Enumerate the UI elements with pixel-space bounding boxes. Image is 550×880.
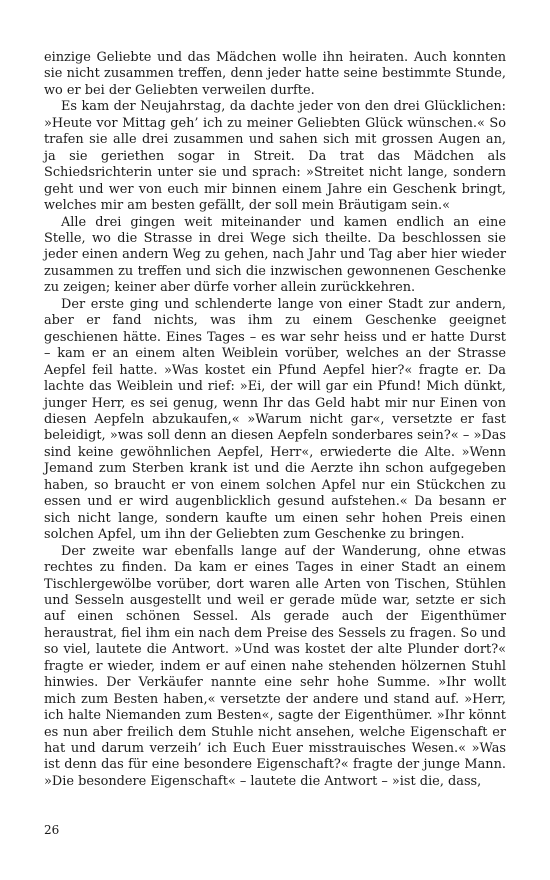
- page-body: [44, 50, 506, 790]
- paragraph: Alle drei gingen weit miteinander und kamen endlich an eine Stelle, wo die Strasse in drei Wege sich theilte. Da beschlossen sie jeder einen andern Weg zu gehen, nach Jahr und Tag aber hier wieder zusammen zu treffen und sich die inzwischen gewonnenen Geschenke zu zeigen; keiner aber dürfe vorher allein zurückkehren.: [44, 214, 506, 296]
- paragraph: Der zweite war ebenfalls lange auf der Wanderung, ohne etwas rechtes zu finden. Da kam er eines Tages in einer Stadt an einem Tischlergewölbe vorüber, dort waren alle Arten von Tischen, Stühlen und Sesseln ausgestellt und weil er gerade müde war, setzte er sich auf einen schönen Sessel. Als gerade auch der Eigenthümer heraustrat, fiel ihm ein nach dem Preise des Sessels zu fragen. So und so viel, lautete die Antwort. »Und was kostet der alte Plunder dort?« fragte er wieder, indem er auf einen nahe stehenden hölzernen Stuhl hinwies. Der Verkäufer nannte eine sehr hohe Summe. »Ihr wollt mich zum Besten haben,« versetzte der andere und stand auf. »Herr, ich halte Niemanden zum Besten«, sagte der Eigenthümer. »Ihr könnt es nun aber freilich dem Stuhle nicht ansehen, welche Eigenschaft er hat und darum verzeih’ ich Euch Euer misstrauisches Wesen.« »Was ist denn das für eine besondere Eigenschaft?« fragte der junge Mann. »Die besondere Eigenschaft« – lautete die Antwort – »ist die, dass,: [44, 543, 506, 789]
- paragraph: einzige Geliebte und das Mädchen wolle ihn heiraten. Auch konnten sie nicht zusammen treffen, denn jeder hatte seine bestimmte Stunde, wo er bei der Geliebten verweilen durfte.: [44, 50, 506, 98]
- paragraph: Der erste ging und schlenderte lange von einer Stadt zur andern, aber er fand nichts, was ihm zu einem Geschenke geeignet geschienen hätte. Eines Tages – es war sehr heiss und er hatte Durst – kam er an einem alten Weiblein vorüber, welches an der Strasse Aepfel feil hatte. »Was kostet ein Pfund Aepfel hier?« fragte er. Da lachte das Weiblein und rief: »Ei, der will gar ein Pfund! Mich dünkt, junger Herr, es sei genug, wenn Ihr das Geld habt mir nur Einen von diesen Aepfeln abzukaufen,« »Warum nicht gar«, versetzte er fast beleidigt, »was soll denn an diesen Aepfeln sonderbares sein?« – »Das sind keine gewöhnlichen Aepfel, Herr«, erwiederte die Alte. »Wenn Jemand zum Sterben krank ist und die Aerzte ihn schon aufgegeben haben, so braucht er von einem solchen Apfel nur ein Stückchen zu essen und er wird augenblicklich gesund aufstehen.« Da besann er sich nicht lange, sondern kaufte um einen sehr hohen Preis einen solchen Apfel, um ihn der Geliebten zum Geschenke zu bringen.: [44, 296, 506, 543]
- paragraph: Es kam der Neujahrstag, da dachte jeder von den drei Glücklichen: »Heute vor Mittag geh’ ich zu meiner Geliebten Glück wünschen.« So trafen sie alle drei zusammen und sahen sich mit grossen Augen an, ja sie geriethen sogar in Streit. Da trat das Mädchen als Schiedsrichterin unter sie und sprach: »Streitet nicht lange, sondern geht und wer von euch mir binnen einem Jahre ein Geschenk bringt, welches mir am besten gefällt, der soll mein Bräutigam sein.«: [44, 99, 506, 214]
- page-number: 26: [44, 823, 60, 837]
